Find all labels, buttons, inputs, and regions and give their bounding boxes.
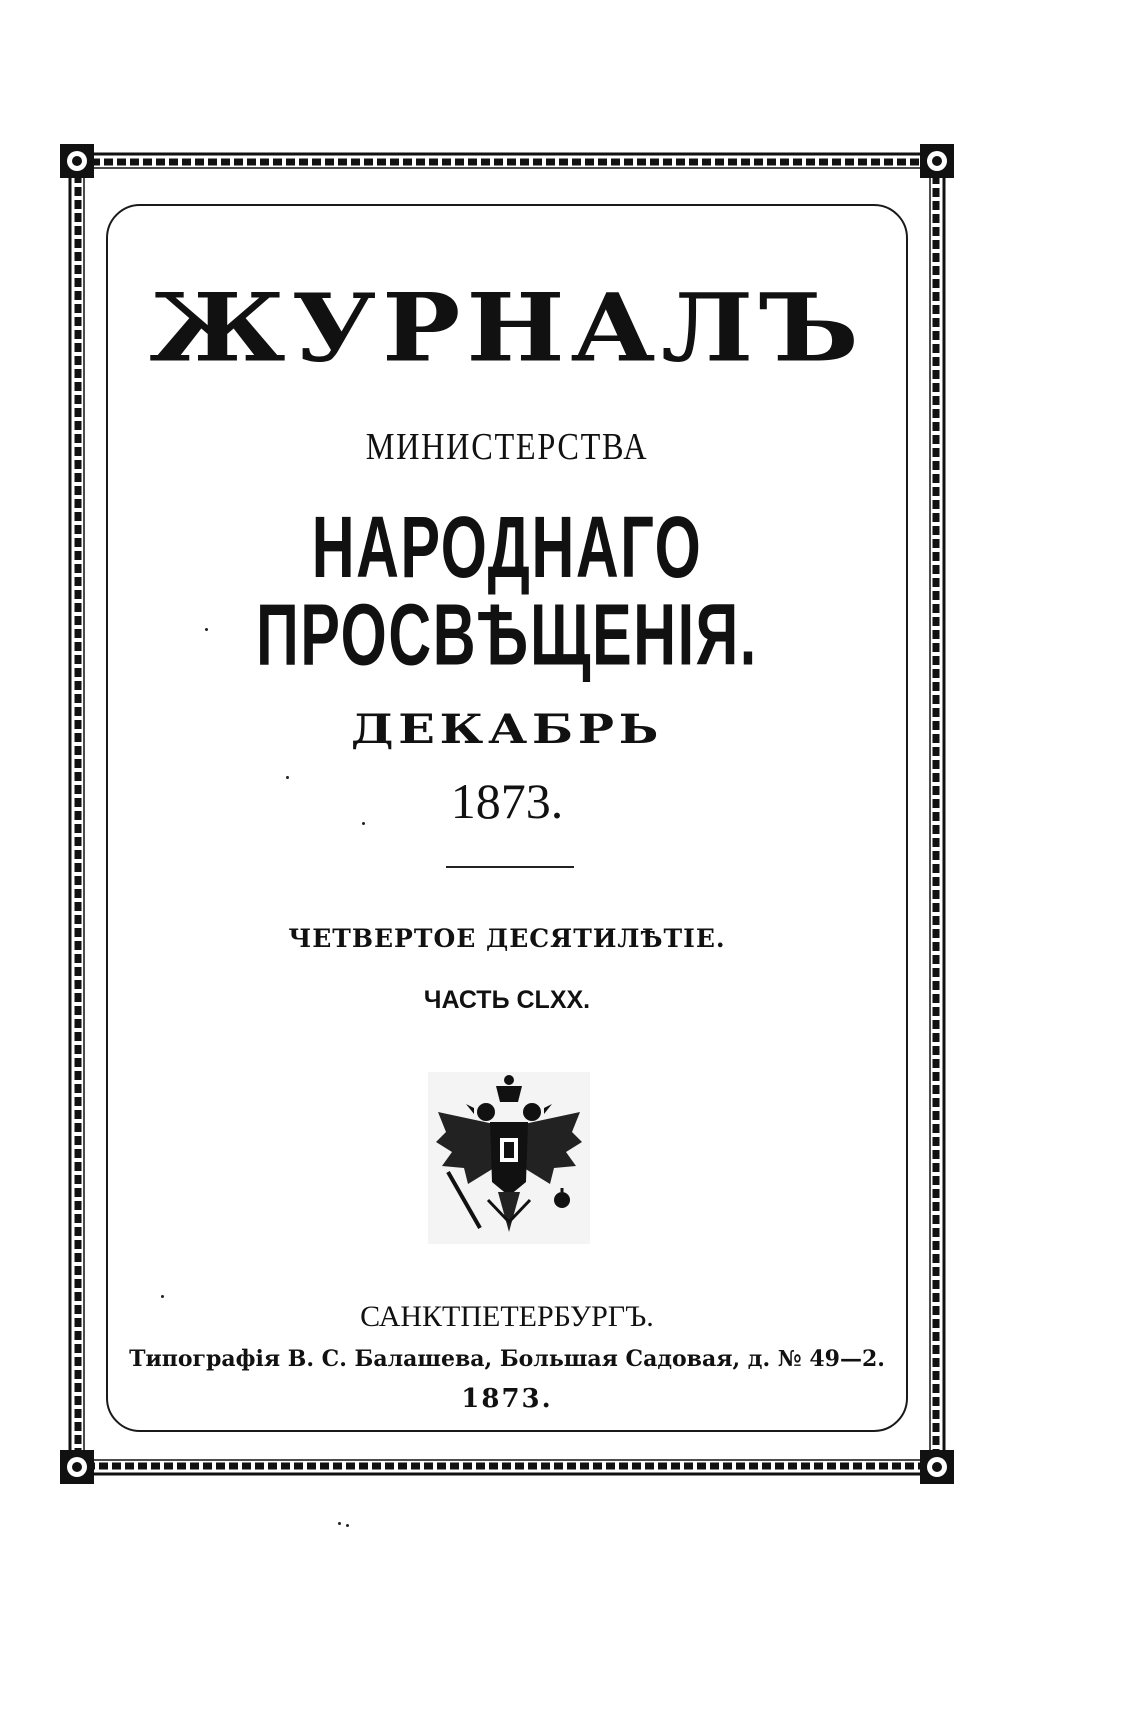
imprint-city: САНКТПЕТЕРБУРГЪ.: [360, 1300, 654, 1333]
subtitle-ministry: МИНИСТЕРСТВА: [365, 426, 649, 468]
ink-speck: [205, 628, 208, 631]
ink-speck: [338, 1522, 341, 1525]
imprint-year: 1873.: [461, 1384, 553, 1414]
decade-label: ЧЕТВЕРТОЕ ДЕСЯТИЛѢТІЕ.: [288, 924, 726, 953]
corner-ornament-bottom-right: [916, 1446, 958, 1488]
corner-ornament-bottom-left: [56, 1446, 98, 1488]
ink-speck: [346, 1524, 349, 1527]
ink-speck: [362, 822, 365, 825]
ink-speck: [161, 1295, 164, 1298]
issue-year: 1873.: [450, 773, 564, 829]
corner-ornament-top-right: [916, 140, 958, 182]
subtitle-enlightenment: НАРОДНАГО ПРОСВѢЩЕНІЯ.: [256, 498, 758, 684]
part-number: ЧАСТЬ CLXX.: [423, 986, 591, 1014]
corner-ornament-top-left: [56, 140, 98, 182]
issue-month: ДЕКАБРЬ: [350, 706, 664, 753]
double-headed-eagle-icon: [428, 1072, 590, 1244]
divider-rule: [446, 866, 574, 868]
imprint-printer: Типографія В. С. Балашева, Большая Садовая, д. № 49—2.: [129, 1346, 885, 1372]
ink-speck: [286, 776, 289, 779]
journal-title: ЖУРНАЛЪ: [149, 272, 865, 383]
